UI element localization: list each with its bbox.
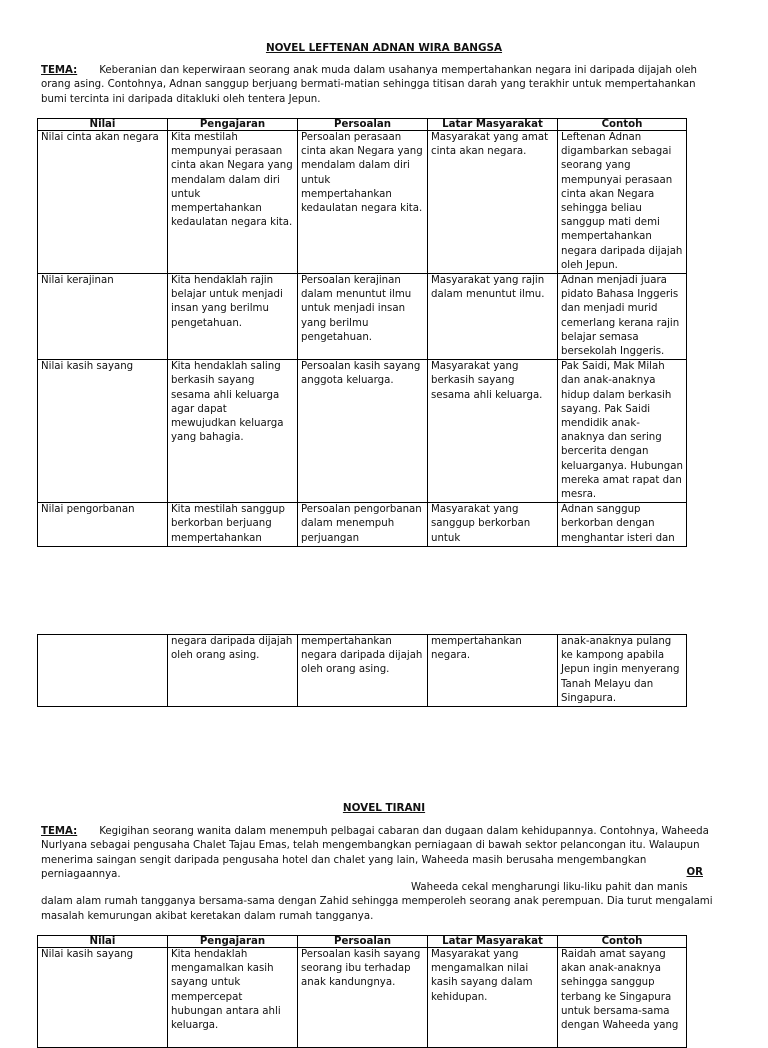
section2-tema-text: Kegigihan seorang wanita dalam menempuh pelbagai cabaran dan dugaan dalam kehidupannya. Contohnya, Waheeda Nurlyana sebagai pengusaha Chalet Tajau Emas, telah mengembangkan perniagaan di bawah sektor pelancongan itu. Walaupun menerima saingan sengit daripada pengusaha hotel dan chalet yang lain, Waheeda masih berusaha mengembangkan perniagaannya. <box>41 826 709 880</box>
section2-tema-alt <box>41 881 721 924</box>
table-cell: Nilai cinta akan negara <box>38 131 168 274</box>
table-row <box>38 131 687 274</box>
header-nilai: Nilai <box>38 119 168 131</box>
table-cell: mempertahankan negara daripada dijajah oleh orang asing. <box>298 635 428 707</box>
table-row <box>38 503 687 547</box>
header-latar-masyarakat: Latar Masyarakat <box>428 936 558 948</box>
header-persoalan: Persoalan <box>298 119 428 131</box>
table-cell: Kita mestilah mempunyai perasaan cinta akan Negara yang mendalam dalam diri untuk mempertahankan kedaulatan negara kita. <box>168 131 298 274</box>
header-persoalan: Persoalan <box>298 936 428 948</box>
header-nilai: Nilai <box>38 936 168 948</box>
table-header-row <box>38 119 687 131</box>
table-cell: Masyarakat yang mengamalkan nilai kasih sayang dalam kehidupan. <box>428 948 558 1048</box>
table-cell: Persoalan pengorbanan dalam menempuh perjuangan <box>298 503 428 547</box>
table-cell: Persoalan perasaan cinta akan Negara yang mendalam dalam diri untuk mempertahankan kedaulatan negara kita. <box>298 131 428 274</box>
section2-tema-label: TEMA: <box>41 826 78 837</box>
header-latar-masyarakat: Latar Masyarakat <box>428 119 558 131</box>
table-cell: Kita hendaklah mengamalkan kasih sayang untuk mempercepat hubungan antara ahli keluarga. <box>168 948 298 1048</box>
table-cell: anak-anaknya pulang ke kampong apabila Jepun ingin menyerang Tanah Melayu dan Singapura. <box>558 635 687 707</box>
table-cell: Nilai kasih sayang <box>38 360 168 503</box>
section1-tema-label: TEMA: <box>41 65 78 76</box>
section2-table <box>37 935 687 1048</box>
header-contoh: Contoh <box>558 119 687 131</box>
table-cell: mempertahankan negara. <box>428 635 558 707</box>
table-cell: Pak Saidi, Mak Milah dan anak-anaknya hidup dalam berkasih sayang. Pak Saidi mendidik anak-anaknya dan sering bercerita dengan keluarganya. Hubungan mereka amat rapat dan mesra. <box>558 360 687 503</box>
or-label: OR <box>686 867 703 878</box>
table-row <box>38 274 687 360</box>
table-cell: Raidah amat sayang akan anak-anaknya sehingga sanggup terbang ke Singapura untuk bersama-sama dengan Waheeda yang <box>558 948 687 1048</box>
table-row <box>38 635 687 707</box>
table-cell: Kita mestilah sanggup berkorban berjuang mempertahankan <box>168 503 298 547</box>
table-row <box>38 948 687 1048</box>
table-row <box>38 360 687 503</box>
table-cell: Persoalan kasih sayang seorang ibu terhadap anak kandungnya. <box>298 948 428 1048</box>
table-cell: negara daripada dijajah oleh orang asing. <box>168 635 298 707</box>
table-cell: Adnan menjadi juara pidato Bahasa Inggeris dan menjadi murid cemerlang kerana rajin belajar semasa bersekolah Inggeris. <box>558 274 687 360</box>
header-pengajaran: Pengajaran <box>168 936 298 948</box>
section1-tema <box>41 64 721 107</box>
table-header-row <box>38 936 687 948</box>
table-cell: Leftenan Adnan digambarkan sebagai seorang yang mempunyai perasaan cinta akan Negara sehingga beliau sanggup mati demi mempertahankan negara daripada dijajah oleh Jepun. <box>558 131 687 274</box>
section1-table <box>37 118 687 547</box>
table-cell: Masyarakat yang rajin dalam menuntut ilmu. <box>428 274 558 360</box>
table-cell: Kita hendaklah saling berkasih sayang sesama ahli keluarga agar dapat mewujudkan keluarga yang bahagia. <box>168 360 298 503</box>
section1-table-continuation <box>37 634 687 707</box>
header-pengajaran: Pengajaran <box>168 119 298 131</box>
table-cell: Nilai kasih sayang <box>38 948 168 1048</box>
table-cell: Nilai kerajinan <box>38 274 168 360</box>
header-contoh: Contoh <box>558 936 687 948</box>
table-cell: Adnan sanggup berkorban dengan menghantar isteri dan <box>558 503 687 547</box>
table-cell <box>38 635 168 707</box>
table-cell: Nilai pengorbanan <box>38 503 168 547</box>
table-cell: Persoalan kasih sayang anggota keluarga. <box>298 360 428 503</box>
table-cell: Masyarakat yang amat cinta akan negara. <box>428 131 558 274</box>
section2-title: NOVEL TIRANI <box>342 802 426 814</box>
table-cell: Masyarakat yang berkasih sayang sesama ahli keluarga. <box>428 360 558 503</box>
table-cell: Masyarakat yang sanggup berkorban untuk <box>428 503 558 547</box>
section2-tema-text2: Waheeda cekal mengharungi liku-liku pahit dan manis dalam alam rumah tangganya bersama-sama dengan Zahid sehingga memperoleh seorang anak perempuan. Dia turut mengalami masalah kemurungan akibat keretakan dalam rumah tangganya. <box>41 882 713 922</box>
section1-title: NOVEL LEFTENAN ADNAN WIRA BANGSA <box>265 42 503 54</box>
table-cell: Kita hendaklah rajin belajar untuk menjadi insan yang berilmu pengetahuan. <box>168 274 298 360</box>
table-cell: Persoalan kerajinan dalam menuntut ilmu untuk menjadi insan yang berilmu pengetahuan. <box>298 274 428 360</box>
section1-tema-text: Keberanian dan keperwiraan seorang anak muda dalam usahanya mempertahankan negara ini daripada dijajah oleh orang asing. Contohnya, Adnan sanggup berjuang bermati-matian sehingga titisan darah yang terakhir untuk mempertahankan bumi tercinta ini daripada ditakluki oleh tentera Jepun. <box>41 65 697 105</box>
